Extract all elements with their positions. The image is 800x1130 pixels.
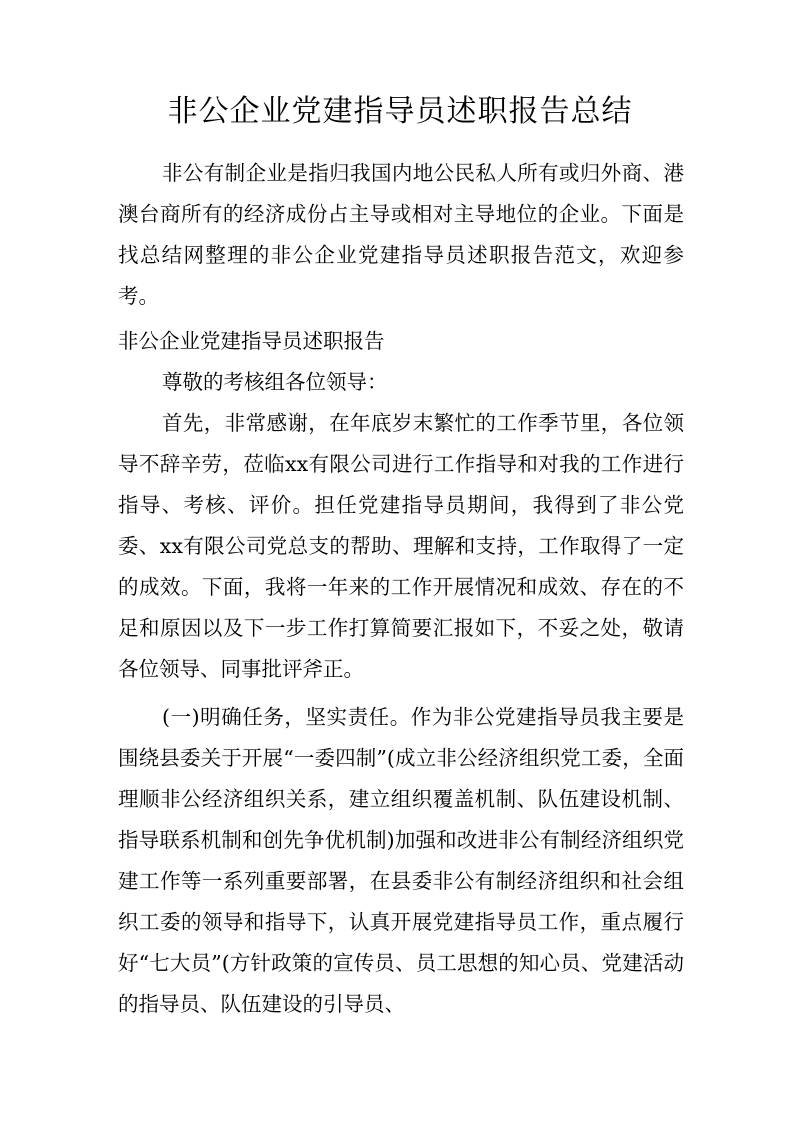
body-paragraph-2: (一)明确任务，坚实责任。作为非公党建指导员我主要是围绕县委关于开展“一委四制”(成立非公经济组织党工委，全面理顺非公经济组织关系，建立组织覆盖机制、队伍建设机制、指导联系机制和创先争优机制)加强和改进非公有制经济组织党建工作等一系列重要部署，在县委非公有制经济组织和社会组织工委的领导和指导下，认真开展党建指导员工作，重点履行好“七大员”(方针政策的宣传员、员工思想的知心员、党建活动的指导员、队伍建设的引导员、 bbox=[118, 705, 684, 1016]
salutation: 尊敬的考核组各位领导： bbox=[162, 370, 388, 394]
report-subtitle: 非公企业党建指导员述职报告 bbox=[118, 329, 385, 353]
body-paragraph-1: 首先，非常感谢，在年底岁末繁忙的工作季节里，各位领导不辞辛劳，莅临xx有限公司进行工作指导和对我的工作进行指导、考核、评价。担任党建指导员期间，我得到了非公党委、xx有限公司党总支的帮助、理解和支持，工作取得了一定的成效。下面，我将一年来的工作开展情况和成效、存在的不足和原因以及下一步工作打算简要汇报如下，不妥之处，敬请各位领导、同事批评斧正。 bbox=[118, 411, 684, 681]
document-title: 非公企业党建指导员述职报告总结 bbox=[167, 94, 633, 129]
intro-paragraph: 非公有制企业是指归我国内地公民私人所有或归外商、港澳台商所有的经济成份占主导或相对主导地位的企业。下面是找总结网整理的非公企业党建指导员述职报告范文，欢迎参考。 bbox=[118, 161, 684, 308]
